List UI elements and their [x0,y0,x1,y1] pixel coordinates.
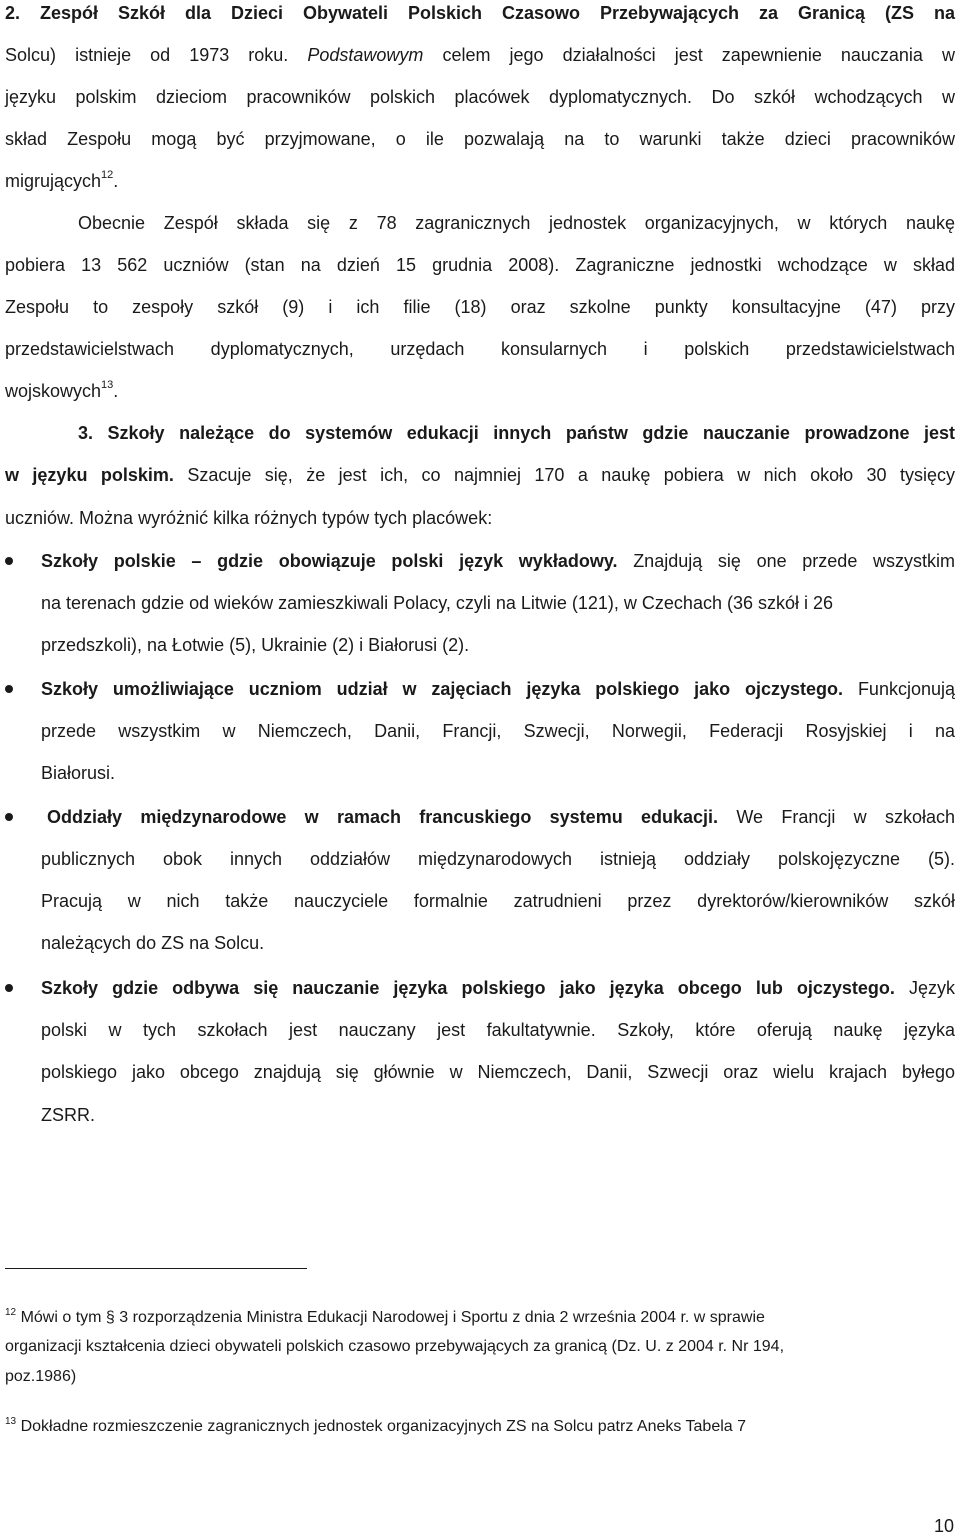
bullet-icon [5,557,13,565]
section-3-heading-line-1: 3. Szkoły należące do systemów edukacji innych państw gdzie nauczanie prowadzone jest [78,423,955,443]
section-3-heading-line-2 [5,464,955,486]
section-2-para-2-line-5-text: wojskowych [5,381,102,401]
bullet-1-line-2: na terenach gdzie od wieków zamieszkiwali Polacy, czyli na Litwie (121), w Czechach (36 szkół i 26 [41,593,834,613]
bullet-1-line-1 [41,550,955,572]
footnote-separator [5,1268,307,1269]
bullet-3-bold: Oddziały międzynarodowe w ramach francuskiego systemu edukacji. [47,807,719,827]
bullet-1-line-3: przedszkoli), na Łotwie (5), Ukrainie (2) i Białorusi (2). [41,635,470,655]
footnote-13-marker: 13 [5,1416,17,1427]
bullet-3-line-4: należących do ZS na Solcu. [41,933,265,953]
bullet-icon [5,813,13,821]
bullet-2-line-3: Białorusi. [41,763,116,783]
section-2-line-4: skład Zespołu mogą być przyjmowane, o ile pozwalają na to warunki także dzieci pracowników [5,129,955,149]
footnote-ref-12: 12 [101,169,114,181]
section-2-line-2 [5,44,955,66]
bullet-2-line-2: przede wszystkim w Niemczech, Danii, Francji, Szwecji, Norwegii, Federacji Rosyjskiej i na [41,721,955,741]
bullet-4-line-4: ZSRR. [41,1105,95,1125]
bullet-4-line-2: polski w tych szkołach jest nauczany jest fakultatywnie. Szkoły, które oferują naukę języka [41,1020,955,1040]
section-3-heading-bold: w języku polskim. [5,465,174,485]
footnote-ref-13: 13 [101,379,114,391]
bullet-icon [5,984,13,992]
page-number: 10 [933,1516,954,1536]
footnote-13-line-1 [5,1417,746,1437]
bullet-icon [5,685,13,693]
section-2-line-5-end: . [113,171,119,191]
footnote-12-text-1: Mówi o tym § 3 rozporządzenia Ministra Edukacji Narodowej i Sportu z dnia 2 września 2004 r. w sprawie [20,1309,765,1326]
section-3-heading-rest: Szacuje się, że jest ich, co najmniej 170 a naukę pobiera w nich około 30 tysięcy [187,465,955,485]
section-2-para-2-line-5 [5,380,118,402]
footnote-12-line-1 [5,1308,765,1328]
section-2-line-2-italic: Podstawowym [307,45,424,65]
bullet-3-line-1 [47,806,955,828]
section-2-line-2-start: Solcu) istnieje od 1973 roku. [5,45,289,65]
section-2-para-2-line-1: Obecnie Zespół składa się z 78 zagranicznych jednostek organizacyjnych, w których naukę [78,213,955,233]
footnote-12-marker: 12 [5,1307,17,1318]
bullet-3-line-2: publicznych obok innych oddziałów międzynarodowych istnieją oddziały polskojęzyczne (5). [41,849,955,869]
bullet-2-bold: Szkoły umożliwiające uczniom udział w zajęciach języka polskiego jako ojczystego. [41,679,844,699]
bullet-1-bold: Szkoły polskie – gdzie obowiązuje polski język wykładowy. [41,551,618,571]
bullet-2-line-1 [41,678,955,700]
section-2-para-2-line-5-end: . [113,381,119,401]
bullet-4-rest: Język [908,978,955,998]
bullet-3-line-3: Pracują w nich także nauczyciele formalnie zatrudnieni przez dyrektorów/kierowników szkół [41,891,955,911]
footnote-12-line-2: organizacji kształcenia dzieci obywateli polskich czasowo przebywających za granicą (Dz. U. z 2004 r. Nr 194, [5,1338,785,1355]
section-3-line-3: uczniów. Można wyróżnić kilka różnych typów tych placówek: [5,508,493,528]
bullet-2-rest: Funkcjonują [857,679,955,699]
section-2-para-2-line-3: Zespołu to zespoły szkół (9) i ich filie (18) oraz szkolne punkty konsultacyjne (47) przy [5,297,955,317]
section-2-line-3: języku polskim dzieciom pracowników polskich placówek dyplomatycznych. Do szkół wchodzących w [5,87,955,107]
section-2-line-5-text: migrujących [5,171,102,191]
section-2-para-2-line-2: pobiera 13 562 uczniów (stan na dzień 15 grudnia 2008). Zagraniczne jednostki wchodzące w skład [5,255,955,275]
bullet-1-rest: Znajdują się one przede wszystkim [633,551,955,571]
section-2-line-2-tail: celem jego działalności jest zapewnienie nauczania w [442,45,955,65]
section-2-heading [5,2,955,24]
section-2-heading-text: 2. Zespół Szkół dla Dzieci Obywateli Polskich Czasowo Przebywających za Granicą (ZS na [5,3,955,23]
footnote-13-text-1: Dokładne rozmieszczenie zagranicznych jednostek organizacyjnych ZS na Solcu patrz Aneks Tabela 7 [20,1418,747,1435]
bullet-4-line-3: polskiego jako obcego znajdują się głównie w Niemczech, Danii, Szwecji oraz wielu krajach byłego [41,1062,955,1082]
bullet-4-line-1 [41,977,955,999]
footnote-12-line-3: poz.1986) [5,1368,77,1385]
bullet-3-rest: We Francji w szkołach [736,807,955,827]
section-2-line-5 [5,170,118,192]
section-2-para-2-line-4: przedstawicielstwach dyplomatycznych, urzędach konsularnych i polskich przedstawicielstwach [5,339,955,359]
bullet-4-bold: Szkoły gdzie odbywa się nauczanie języka polskiego jako języka obcego lub ojczystego. [41,978,895,998]
